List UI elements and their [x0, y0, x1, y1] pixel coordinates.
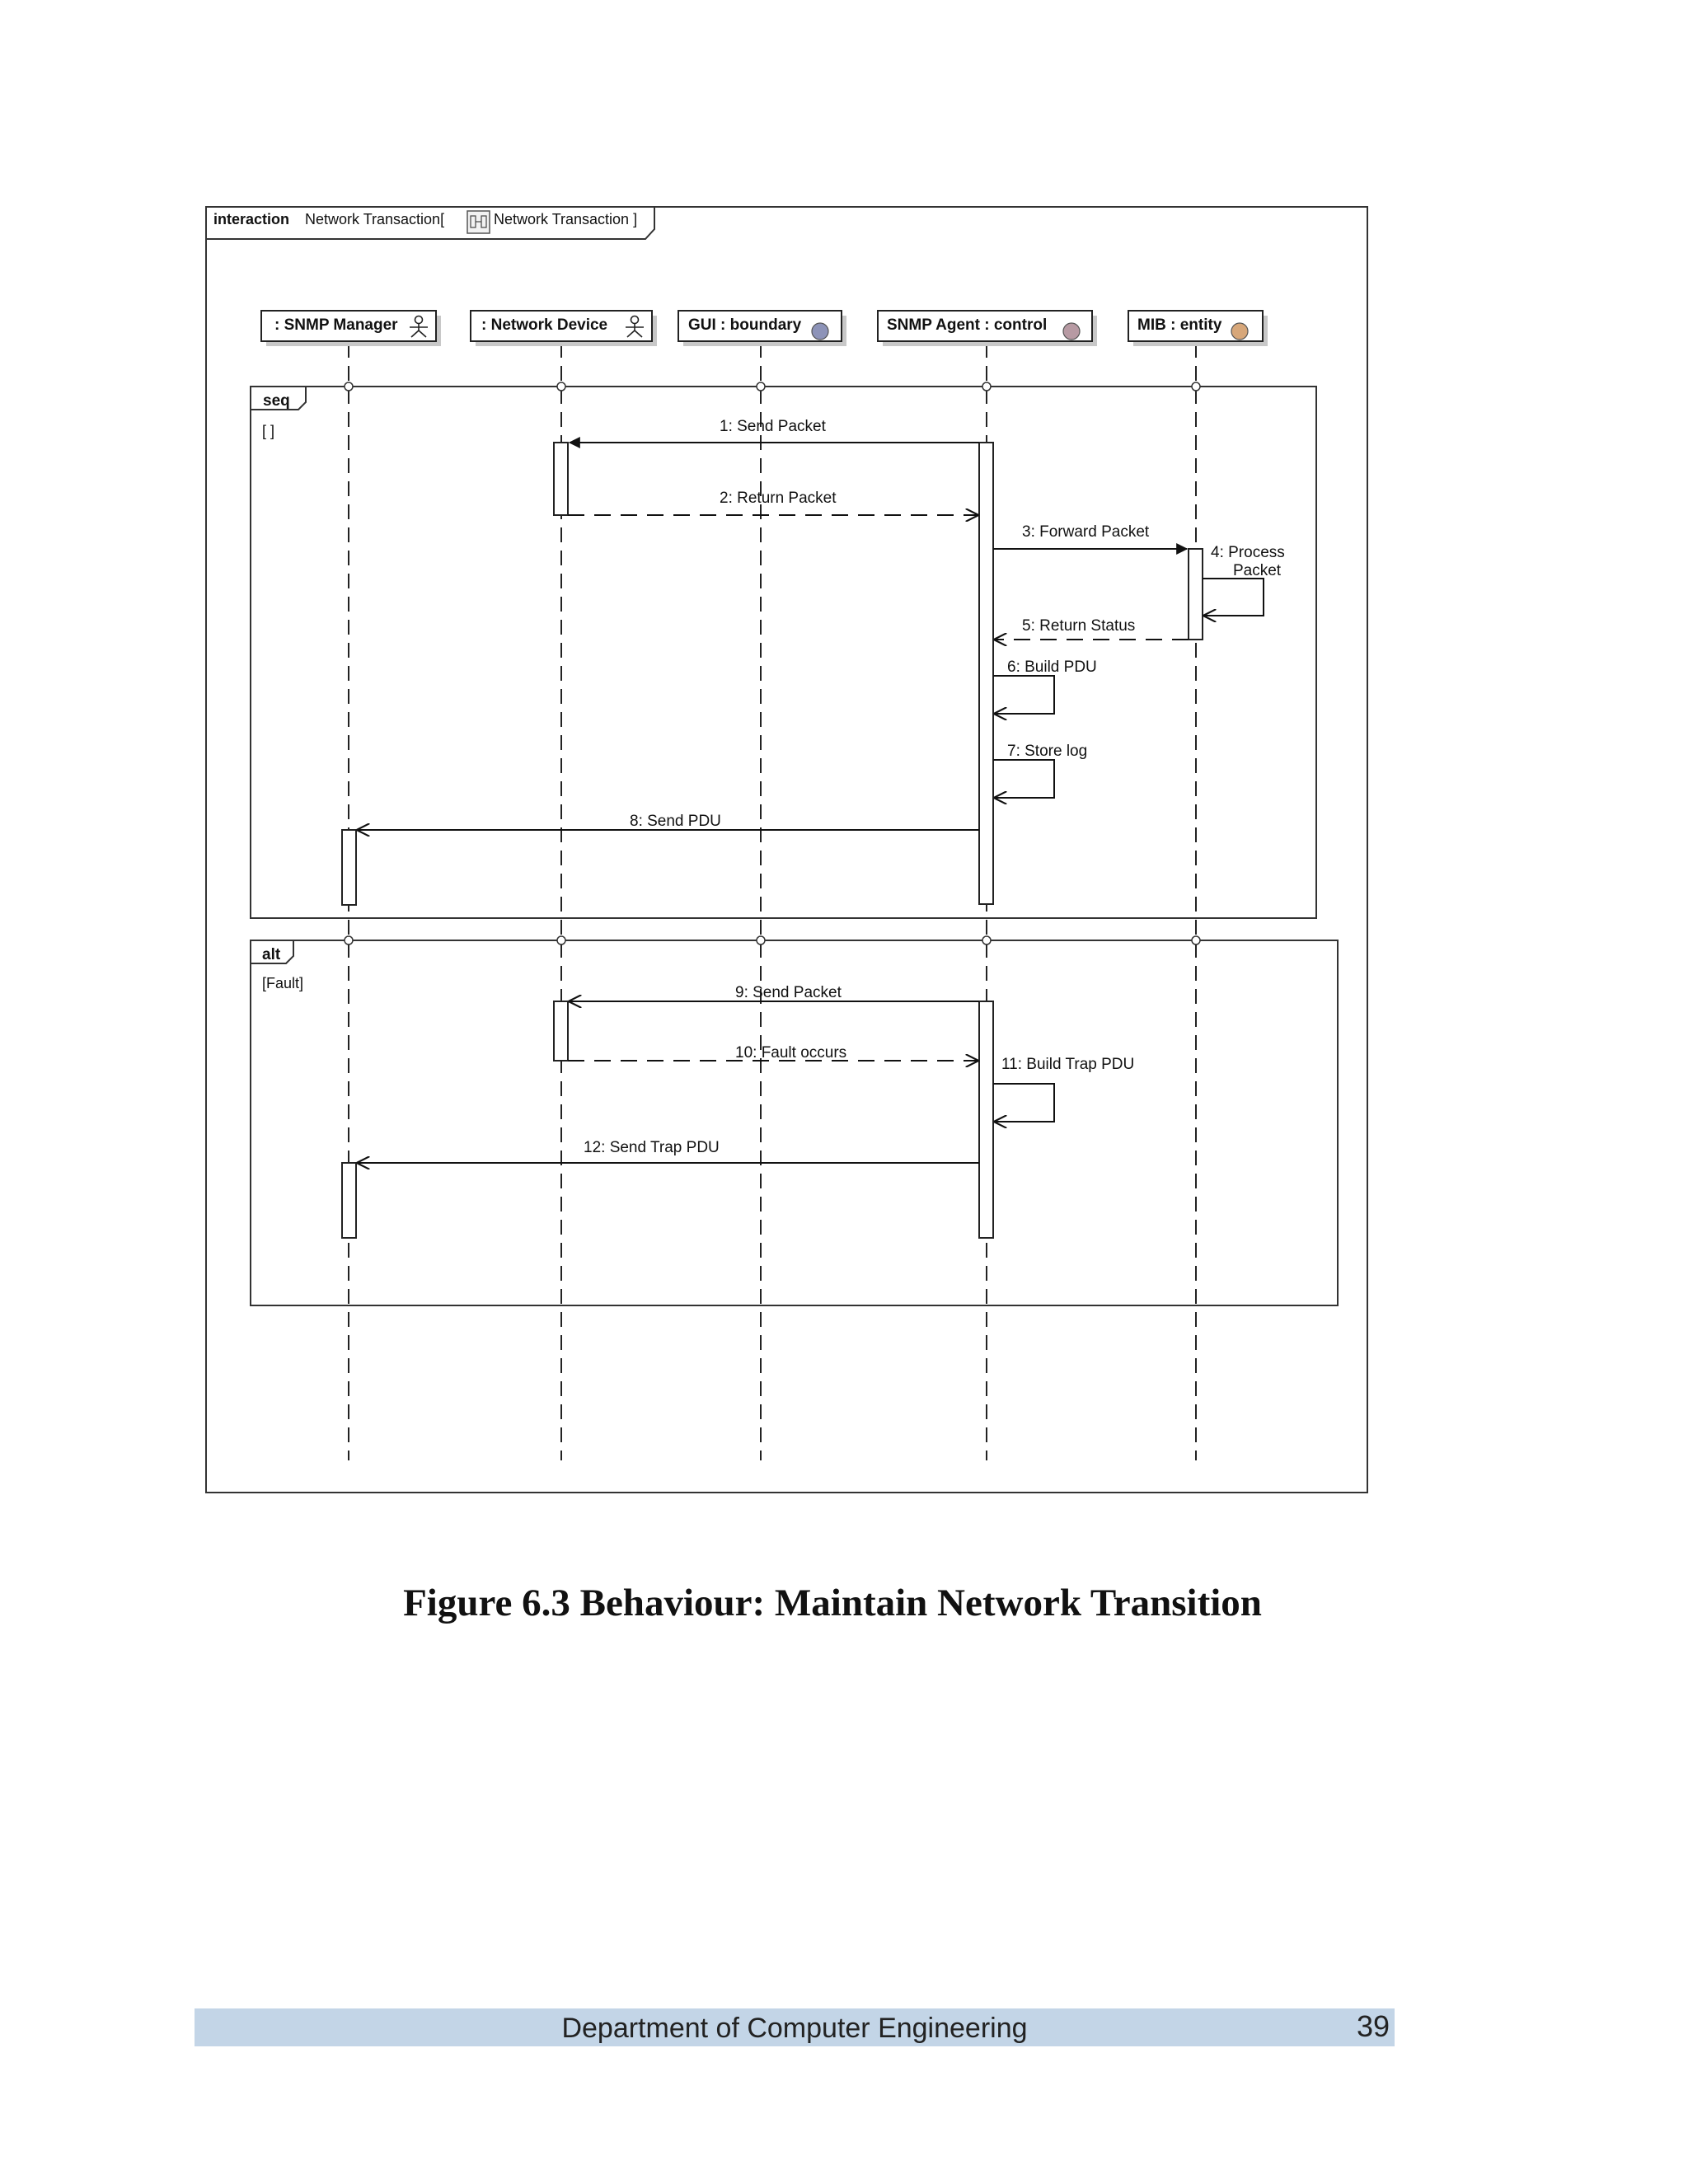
lifeline-label-mib: MIB : entity: [1137, 316, 1222, 334]
message-9-label: 9: Send Packet: [735, 984, 842, 1001]
alt-operator: alt: [262, 946, 281, 963]
lifeline-label-manager: : SNMP Manager: [274, 316, 398, 334]
message-6-label: 6: Build PDU: [1007, 658, 1097, 676]
message-12-label: 12: Send Trap PDU: [584, 1139, 720, 1156]
message-1-label: 1: Send Packet: [720, 418, 826, 435]
message-6-arrow: [993, 676, 1054, 714]
gate-seq-device: [557, 382, 565, 391]
figure-caption: Figure 6.3 Behaviour: Maintain Network Transition: [403, 1582, 1262, 1624]
message-7-label: 7: Store log: [1007, 743, 1088, 760]
lifeline-head-mib: [1128, 311, 1268, 346]
activation-agent-2: [979, 1001, 993, 1238]
gate-seq-mib: [1192, 382, 1200, 391]
lifeline-head-manager: [261, 311, 441, 346]
message-4-arrow: [1203, 579, 1264, 616]
lifeline-label-device: : Network Device: [481, 316, 608, 334]
entity-icon: [1231, 323, 1248, 340]
page-footer: [195, 2008, 1395, 2046]
message-4-label-line2: Packet: [1233, 562, 1282, 579]
footer-department: Department of Computer Engineering: [561, 2013, 1028, 2044]
control-icon: [1063, 323, 1080, 340]
message-11-label: 11: Build Trap PDU: [1001, 1056, 1135, 1073]
gate-alt-agent: [982, 936, 991, 944]
activation-manager-2: [342, 1163, 356, 1238]
gate-alt-manager: [345, 936, 353, 944]
lifeline-head-device: [471, 311, 657, 346]
lifeline-label-gui: GUI : boundary: [688, 316, 802, 334]
message-11-arrow: [993, 1084, 1054, 1122]
gate-alt-gui: [757, 936, 765, 944]
footer-page-number: 39: [1356, 2009, 1390, 2043]
gate-seq-gui: [757, 382, 765, 391]
activation-device-1: [554, 443, 568, 515]
seq-guard: [ ]: [262, 423, 275, 439]
lifeline-label-agent: SNMP Agent : control: [887, 316, 1048, 334]
gate-seq-manager: [345, 382, 353, 391]
interaction-ref-icon: [467, 211, 490, 233]
lifeline-head-gui: [678, 311, 846, 346]
interaction-frame: [206, 207, 1367, 1493]
message-8-label: 8: Send PDU: [630, 813, 721, 830]
alt-guard: [Fault]: [262, 975, 304, 991]
activation-mib-1: [1189, 549, 1203, 640]
activation-device-2: [554, 1001, 568, 1061]
activation-agent-1: [979, 443, 993, 904]
seq-operator: seq: [263, 392, 290, 410]
message-7-arrow: [993, 760, 1054, 798]
gate-alt-device: [557, 936, 565, 944]
message-10-label: 10: Fault occurs: [735, 1044, 847, 1062]
message-4-label: 4: Process: [1211, 544, 1285, 561]
gate-alt-mib: [1192, 936, 1200, 944]
interaction-ref-name: Network Transaction ]: [494, 211, 638, 227]
interaction-name: Network Transaction[: [305, 211, 445, 227]
boundary-icon: [812, 323, 828, 340]
message-3-label: 3: Forward Packet: [1022, 523, 1150, 541]
interaction-keyword: interaction: [213, 211, 290, 227]
message-2-label: 2: Return Packet: [720, 490, 837, 507]
message-5-label: 5: Return Status: [1022, 617, 1136, 635]
lifeline-head-agent: [878, 311, 1097, 346]
activation-manager-1: [342, 830, 356, 905]
seq-fragment: [251, 387, 1316, 918]
gate-seq-agent: [982, 382, 991, 391]
